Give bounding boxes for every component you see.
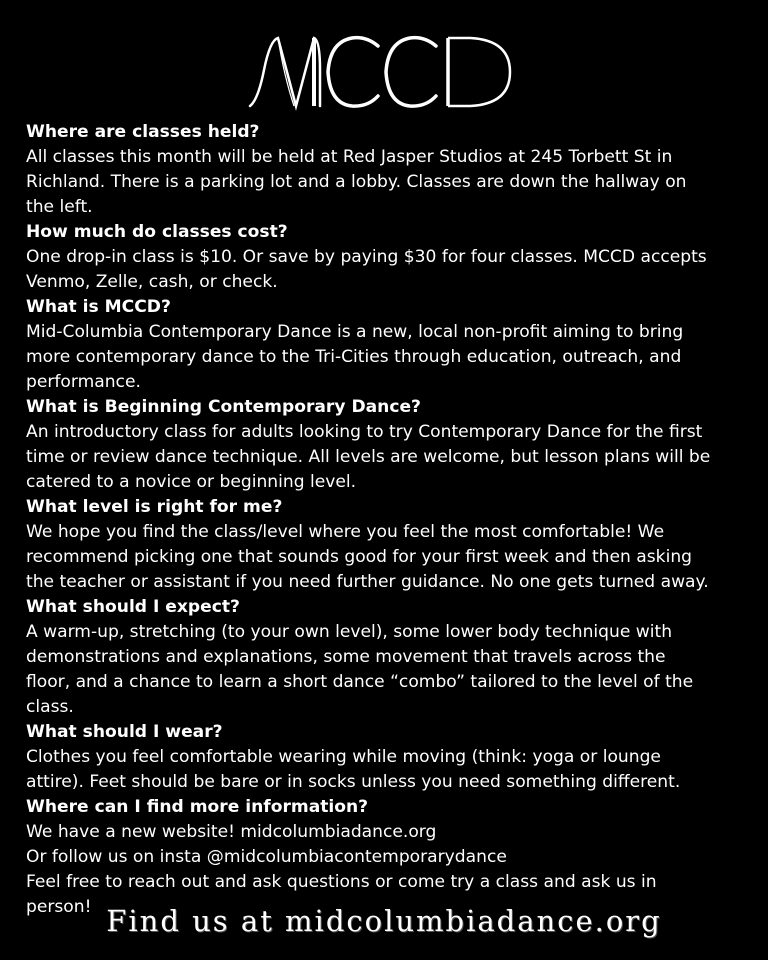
faq-item bbox=[26, 720, 756, 795]
faq-question: How much do classes cost? bbox=[26, 222, 288, 242]
mccd-logo-mark bbox=[244, 30, 524, 114]
faq-answer-line: time or review dance technique. All levels are welcome, but lesson plans will be bbox=[26, 447, 711, 467]
faq-answer-line: Clothes you feel comfortable wearing while moving (think: yoga or lounge bbox=[26, 747, 661, 767]
faq-question: What should I expect? bbox=[26, 597, 240, 617]
faq-question: What is Beginning Contemporary Dance? bbox=[26, 397, 421, 417]
faq-section bbox=[26, 120, 756, 920]
faq-item bbox=[26, 795, 756, 920]
faq-answer-line: demonstrations and explanations, some movement that travels across the bbox=[26, 647, 666, 667]
faq-item bbox=[26, 595, 756, 720]
faq-answer bbox=[26, 320, 756, 395]
faq-item bbox=[26, 395, 756, 495]
faq-answer-line: floor, and a chance to learn a short dance “combo” tailored to the level of the bbox=[26, 672, 694, 692]
faq-answer-line: One drop-in class is $10. Or save by paying $30 for four classes. MCCD accepts bbox=[26, 247, 707, 267]
faq-answer-line: recommend picking one that sounds good for your first week and then asking bbox=[26, 547, 693, 567]
faq-answer-line: Or follow us on insta @midcolumbiacontemporarydance bbox=[26, 847, 507, 867]
faq-answer-line: person! bbox=[26, 897, 92, 917]
faq-answer bbox=[26, 145, 756, 220]
footer-website: Find us at midcolumbiadance.org bbox=[106, 904, 662, 938]
faq-answer-line: attire). Feet should be bare or in socks unless you need something different. bbox=[26, 772, 681, 792]
mccd-logo bbox=[0, 30, 768, 114]
faq-answer-line: class. bbox=[26, 697, 74, 717]
faq-item bbox=[26, 120, 756, 220]
faq-item bbox=[26, 295, 756, 395]
faq-answer-line: Venmo, Zelle, cash, or check. bbox=[26, 272, 278, 292]
faq-answer-line: catered to a novice or beginning level. bbox=[26, 472, 357, 492]
faq-answer-line: We hope you find the class/level where you feel the most comfortable! We bbox=[26, 522, 665, 542]
faq-answer-line: Richland. There is a parking lot and a lobby. Classes are down the hallway on bbox=[26, 172, 687, 192]
faq-answer-line: performance. bbox=[26, 372, 141, 392]
faq-answer-line: more contemporary dance to the Tri-Cities through education, outreach, and bbox=[26, 347, 682, 367]
faq-answer bbox=[26, 420, 756, 495]
faq-answer-line: All classes this month will be held at Red Jasper Studios at 245 Torbett St in bbox=[26, 147, 673, 167]
faq-question: What level is right for me? bbox=[26, 497, 283, 517]
faq-question: Where can I find more information? bbox=[26, 797, 369, 817]
faq-answer-line: Mid-Columbia Contemporary Dance is a new, local non-profit aiming to bring bbox=[26, 322, 684, 342]
faq-answer-line: A warm-up, stretching (to your own level), some lower body technique with bbox=[26, 622, 673, 642]
faq-answer bbox=[26, 245, 756, 295]
faq-answer-line: the left. bbox=[26, 197, 93, 217]
faq-answer-line: the teacher or assistant if you need further guidance. No one gets turned away. bbox=[26, 572, 709, 592]
faq-answer bbox=[26, 745, 756, 795]
faq-question: Where are classes held? bbox=[26, 122, 260, 142]
faq-answer-line: Feel free to reach out and ask questions or come try a class and ask us in bbox=[26, 872, 657, 892]
faq-question: What should I wear? bbox=[26, 722, 223, 742]
faq-item bbox=[26, 220, 756, 295]
faq-question: What is MCCD? bbox=[26, 297, 171, 317]
faq-item bbox=[26, 495, 756, 595]
faq-answer bbox=[26, 620, 756, 720]
faq-answer-line: An introductory class for adults looking to try Contemporary Dance for the first bbox=[26, 422, 703, 442]
faq-answer bbox=[26, 520, 756, 595]
faq-answer-line: We have a new website! midcolumbiadance.org bbox=[26, 822, 437, 842]
